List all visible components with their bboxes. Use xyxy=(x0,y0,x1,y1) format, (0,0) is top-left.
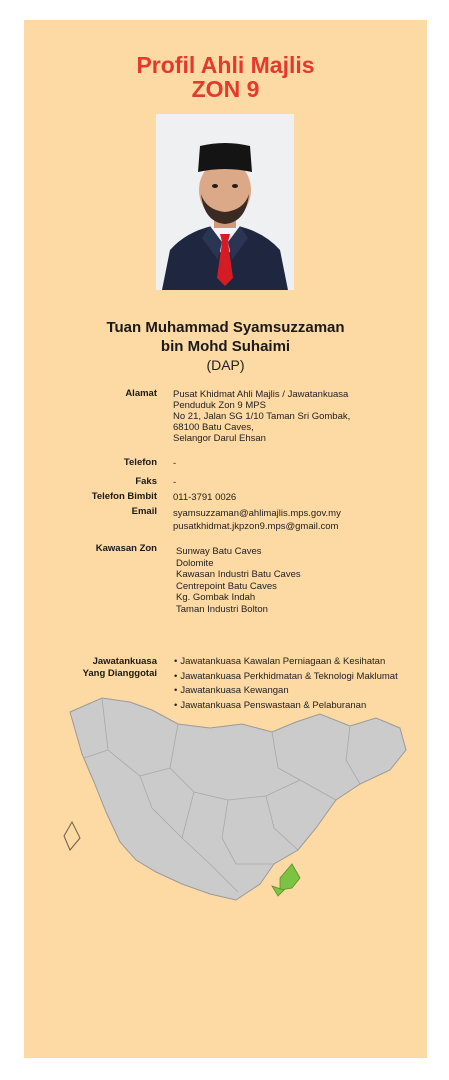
address-line: 68100 Batu Caves, xyxy=(173,422,254,433)
email-value xyxy=(173,507,341,533)
profile-card xyxy=(24,20,427,1058)
zone-item: Taman Industri Bolton xyxy=(176,603,268,615)
member-name-line2: bin Mohd Suhaimi xyxy=(160,338,291,355)
email-link[interactable]: pusatkhidmat.jkpzon9.mps@gmail.com xyxy=(173,521,339,532)
member-party: (DAP) xyxy=(206,357,245,373)
member-name-line1: Tuan Muhammad Syamsuzzaman xyxy=(106,319,345,336)
fax-label: Faks xyxy=(135,476,157,487)
zone-item: Sunway Batu Caves xyxy=(176,546,262,557)
zone-label: Kawasan Zon xyxy=(95,543,157,554)
committee-item: • Jawatankuasa Kawalan Perniagaan & Kesihatan xyxy=(174,655,398,670)
email-label: Email xyxy=(131,506,157,517)
committee-label-line1: Jawatankuasa xyxy=(92,656,157,667)
committee-item: • Jawatankuasa Perkhidmatan & Teknologi Maklumat xyxy=(174,670,398,685)
zone-item: Dolomite xyxy=(176,557,214,569)
zone-item: Centrepoint Batu Caves xyxy=(176,580,277,592)
address-label: Alamat xyxy=(125,388,157,399)
zone-item: Kg. Gombak Indah xyxy=(176,592,256,603)
zone-item: Kawasan Industri Batu Caves xyxy=(176,569,301,580)
member-photo xyxy=(156,114,294,290)
zone-list xyxy=(176,546,301,615)
zone-title: ZON 9 xyxy=(191,76,260,102)
committee-label-line2: Yang Dianggotai xyxy=(82,668,157,679)
page-title: Profil Ahli Majlis xyxy=(136,52,315,78)
address-line: Selangor Darul Ehsan xyxy=(173,433,266,444)
address-line: Pusat Khidmat Ahli Majlis / Jawatankuasa xyxy=(173,389,349,400)
phone-value: - xyxy=(173,458,177,469)
email-link[interactable]: syamsuzzaman@ahlimajlis.mps.gov.my xyxy=(173,508,341,519)
zone-map xyxy=(60,688,408,908)
mobile-label: Telefon Bimbit xyxy=(91,491,157,502)
address-value xyxy=(173,389,350,444)
committee-item: • Jawatankuasa Kewangan xyxy=(174,684,398,699)
phone-label: Telefon xyxy=(123,457,157,468)
address-line: Penduduk Zon 9 MPS xyxy=(173,400,266,411)
fax-value: - xyxy=(173,477,177,488)
address-line: No 21, Jalan SG 1/10 Taman Sri Gombak, xyxy=(173,411,351,422)
mobile-value[interactable]: 011-3791 0026 xyxy=(173,492,237,503)
committee-item: • Jawatankuasa Penswastaan & Pelaburanan xyxy=(174,699,398,714)
